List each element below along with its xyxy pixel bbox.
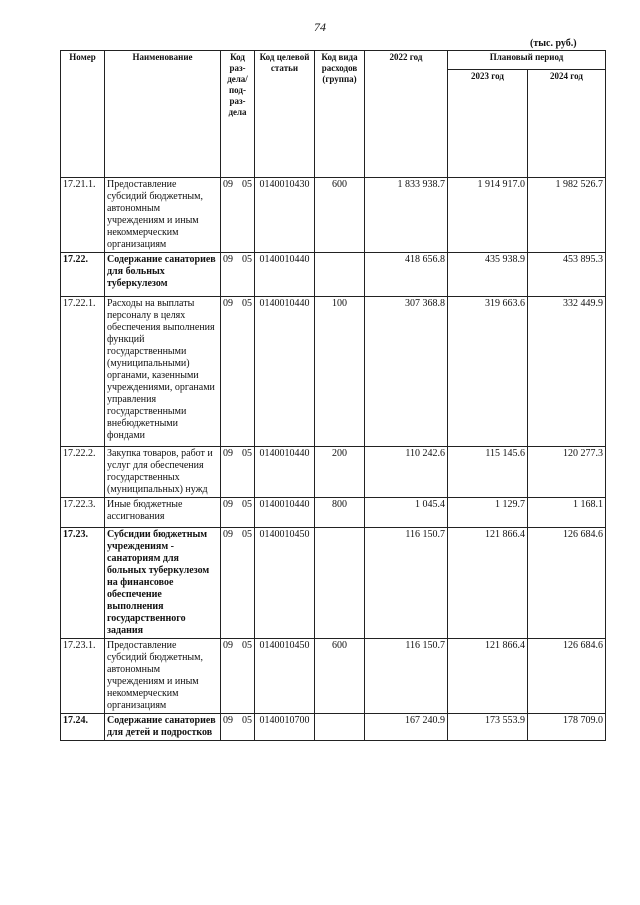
row-razdel [221, 498, 255, 528]
row-razdel [221, 447, 255, 498]
row-name: Содержание санаториев для больных туберкулезом [105, 253, 221, 297]
row-target-code: 0140010440 [255, 498, 315, 528]
row-amount-2024: 1 168.1 [528, 498, 606, 528]
row-vid-code: 600 [315, 639, 365, 714]
table-row [61, 297, 606, 447]
row-amount-2022: 116 150.7 [365, 528, 448, 639]
row-number: 17.22. [61, 253, 105, 297]
table-row [61, 528, 606, 639]
row-target-code: 0140010450 [255, 528, 315, 639]
row-razdel [221, 639, 255, 714]
row-razdel-code: 09 [223, 298, 233, 309]
row-amount-2023: 121 866.4 [448, 528, 528, 639]
row-number: 17.21.1. [61, 178, 105, 253]
header-2024: 2024 год [528, 70, 606, 178]
row-target-code: 0140010430 [255, 178, 315, 253]
budget-table [60, 50, 606, 741]
row-amount-2022: 110 242.6 [365, 447, 448, 498]
row-number: 17.22.1. [61, 297, 105, 447]
row-target-code: 0140010440 [255, 253, 315, 297]
header-razdel: Код раз-дела/ под-раз-дела [221, 51, 255, 178]
units-label: (тыс. руб.) [530, 38, 577, 49]
row-razdel [221, 178, 255, 253]
row-amount-2024: 1 982 526.7 [528, 178, 606, 253]
row-amount-2024: 332 449.9 [528, 297, 606, 447]
row-vid-code: 800 [315, 498, 365, 528]
row-amount-2024: 178 709.0 [528, 714, 606, 741]
row-amount-2023: 1 129.7 [448, 498, 528, 528]
row-vid-code [315, 714, 365, 741]
table-row [61, 498, 606, 528]
row-razdel-code: 09 [223, 499, 233, 510]
row-podrazdel-code: 05 [242, 529, 252, 540]
row-podrazdel-code: 05 [242, 640, 252, 651]
row-target-code: 0140010440 [255, 297, 315, 447]
row-vid-code: 600 [315, 178, 365, 253]
row-podrazdel-code: 05 [242, 715, 252, 726]
row-vid-code: 100 [315, 297, 365, 447]
row-razdel-code: 09 [223, 529, 233, 540]
header-target: Код целевой статьи [255, 51, 315, 178]
row-amount-2024: 453 895.3 [528, 253, 606, 297]
row-amount-2024: 120 277.3 [528, 447, 606, 498]
row-podrazdel-code: 05 [242, 448, 252, 459]
row-target-code: 0140010700 [255, 714, 315, 741]
row-amount-2024: 126 684.6 [528, 528, 606, 639]
page-number: 74 [314, 20, 326, 34]
row-amount-2024: 126 684.6 [528, 639, 606, 714]
row-podrazdel-code: 05 [242, 254, 252, 265]
row-number: 17.22.3. [61, 498, 105, 528]
row-name: Иные бюджетные ассигнования [105, 498, 221, 528]
row-target-code: 0140010450 [255, 639, 315, 714]
row-amount-2023: 173 553.9 [448, 714, 528, 741]
row-amount-2023: 1 914 917.0 [448, 178, 528, 253]
table-row [61, 253, 606, 297]
table-row [61, 714, 606, 741]
header-2023: 2023 год [448, 70, 528, 178]
row-number: 17.23.1. [61, 639, 105, 714]
row-podrazdel-code: 05 [242, 298, 252, 309]
table-row [61, 178, 606, 253]
row-amount-2023: 121 866.4 [448, 639, 528, 714]
row-vid-code: 200 [315, 447, 365, 498]
row-target-code: 0140010440 [255, 447, 315, 498]
row-name: Содержание санаториев для детей и подростков [105, 714, 221, 741]
row-amount-2023: 435 938.9 [448, 253, 528, 297]
row-razdel [221, 714, 255, 741]
row-amount-2022: 418 656.8 [365, 253, 448, 297]
header-name: Наименование [105, 51, 221, 178]
row-amount-2022: 307 368.8 [365, 297, 448, 447]
header-number: Номер [61, 51, 105, 178]
row-amount-2022: 1 045.4 [365, 498, 448, 528]
row-razdel-code: 09 [223, 254, 233, 265]
row-name: Расходы на выплаты персоналу в целях обеспечения выполнения функций государственными (муниципальными) органами, казенными учреждениями, органами управления государственными внебюджетными фондами [105, 297, 221, 447]
row-razdel-code: 09 [223, 640, 233, 651]
row-name: Предоставление субсидий бюджетным, автономным учреждениям и иным некоммерческим организациям [105, 639, 221, 714]
row-razdel-code: 09 [223, 715, 233, 726]
row-vid-code [315, 253, 365, 297]
row-razdel [221, 253, 255, 297]
row-name: Предоставление субсидий бюджетным, автономным учреждениям и иным некоммерческим организациям [105, 178, 221, 253]
row-name: Закупка товаров, работ и услуг для обеспечения государственных (муниципальных) нужд [105, 447, 221, 498]
row-vid-code [315, 528, 365, 639]
row-razdel [221, 297, 255, 447]
row-name: Субсидии бюджетным учреждениям - санаториям для больных туберкулезом на финансовое обеспечение выполнения государственного задания [105, 528, 221, 639]
row-amount-2023: 319 663.6 [448, 297, 528, 447]
row-podrazdel-code: 05 [242, 179, 252, 190]
row-amount-2022: 1 833 938.7 [365, 178, 448, 253]
row-number: 17.23. [61, 528, 105, 639]
row-amount-2023: 115 145.6 [448, 447, 528, 498]
row-podrazdel-code: 05 [242, 499, 252, 510]
table-body [61, 178, 606, 741]
table-row [61, 447, 606, 498]
header-vid: Код вида расходов (группа) [315, 51, 365, 178]
header-2022: 2022 год [365, 51, 448, 178]
row-number: 17.22.2. [61, 447, 105, 498]
row-amount-2022: 167 240.9 [365, 714, 448, 741]
row-razdel [221, 528, 255, 639]
row-number: 17.24. [61, 714, 105, 741]
row-razdel-code: 09 [223, 179, 233, 190]
row-amount-2022: 116 150.7 [365, 639, 448, 714]
header-planned: Плановый период [448, 51, 606, 70]
table-row [61, 639, 606, 714]
row-razdel-code: 09 [223, 448, 233, 459]
